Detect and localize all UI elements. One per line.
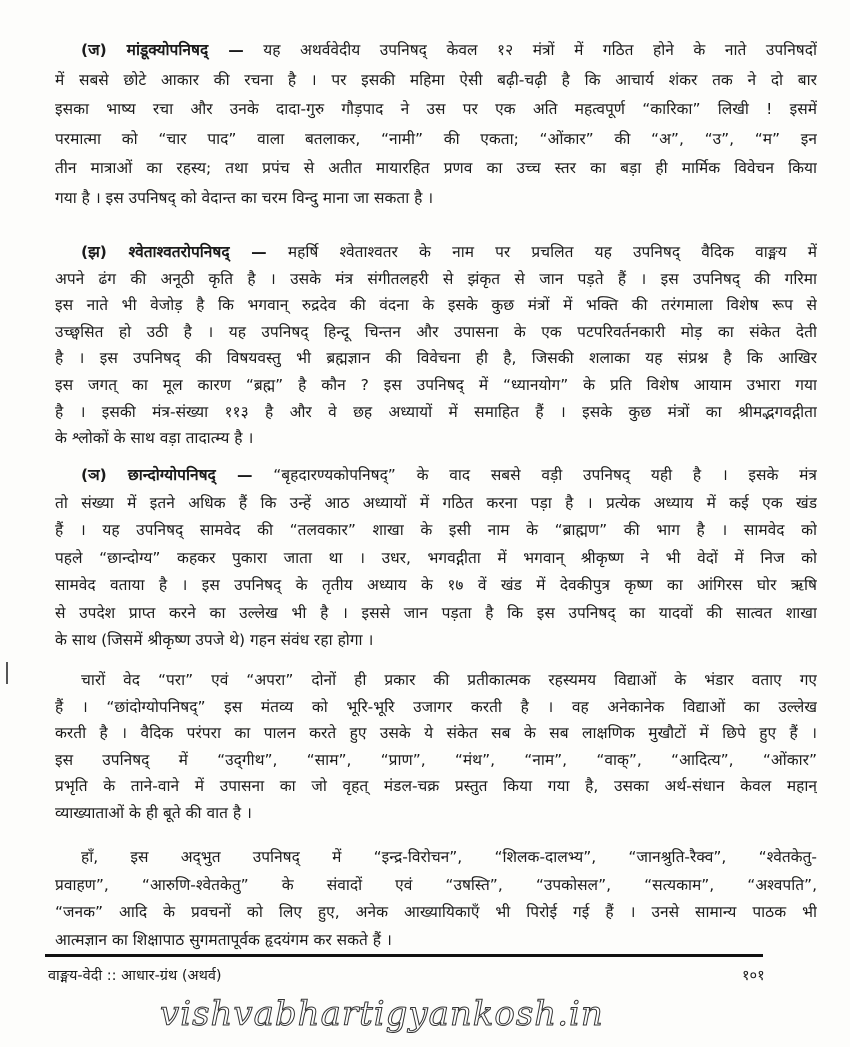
text-line xyxy=(55,489,817,517)
line-text: के श्लोकों के साथ वड़ा तादात्म्य है । xyxy=(55,429,254,448)
line-text: उच्छ्वसित हो उठी है । यह उपनिषद् हिन्दू चिन्तन और उपासना के एक पटपरिवर्तनकारी मोड़ का संकेत देती xyxy=(55,322,817,341)
text-line xyxy=(55,238,817,265)
text-line xyxy=(55,461,817,489)
text-line xyxy=(55,371,817,398)
text-line xyxy=(55,898,817,926)
paragraph xyxy=(55,238,817,451)
line-text: इस नाते भी वेजोड़ है कि भगवान् रुद्रदेव की वंदना के इसके कुछ मंत्रों में भक्ति की तरंगमाला विशेष रूप से xyxy=(55,296,817,315)
line-text: सामवेद वताया है । इस उपनिषद् के तृतीय अध्याय के १७ वें खंड में देवकीपुत्र कृष्ण का आंगिरस घोर ऋषि xyxy=(55,576,817,594)
page-number: १०१ xyxy=(742,968,765,984)
line-text: हाँ, इस अद्‌भुत उपनिषद् में “इन्द्र-विरोचन”, “शिलक-दालभ्य”, “जानश्रुति-रैक्व”, “श्वेतकेतु- xyxy=(81,848,817,866)
line-text: से उपदेश प्राप्त करने का उल्लेख भी है । इससे जान पड़ता है कि इस उपनिषद् का यादवों की सात्वत शाखा xyxy=(55,603,817,622)
line-text: प्रभृति के ताने-वाने में उपासना का जो वृहत् मंडल-चक्र प्रस्तुत किया गया है, उसका अर्थ-संधान केवल महान् xyxy=(55,777,817,796)
text-line xyxy=(55,772,817,799)
section-heading: (झ) श्वेताश्वतरोपनिषद् — xyxy=(81,243,267,261)
paragraph xyxy=(55,36,817,213)
line-text: यह अथर्ववेदीय उपनिषद् केवल १२ मंत्रों में गठित होने के नाते उपनिषदों xyxy=(243,41,817,59)
line-text: में सबसे छोटे आकार की रचना है । पर इसकी महिमा ऐसी बढ़ी-चढ़ी है कि आचार्य शंकर तक ने दो बार xyxy=(55,70,817,89)
line-text: के साथ (जिसमें श्रीकृष्ण उपजे थे) गहन संवंध रहा होगा । xyxy=(55,631,374,649)
text-line xyxy=(55,344,817,371)
line-text: है । इसकी मंत्र-संख्या ११३ है और वे छह अध्यायों में समाहित हैं । इसके कुछ मंत्रों का श्रीमद्भगवद्गीता xyxy=(55,402,817,421)
paragraph xyxy=(55,666,817,826)
text-line xyxy=(55,693,817,720)
text-line xyxy=(55,544,817,572)
line-text: “बृहदारण्यकोपनिषद्” के वाद सबसे वड़ी उपनिषद् यही है । इसके मंत्र xyxy=(252,466,817,484)
text-line xyxy=(55,36,817,66)
text-line xyxy=(55,926,817,954)
line-text: पहले “छान्दोग्य” कहकर पुकारा जाता था । उधर, भगवद्गीता में भगवान् श्रीकृष्ण ने भी वेदों में निज को xyxy=(55,548,817,567)
text-line xyxy=(55,571,817,599)
line-text: चारों वेद “परा” एवं “अपरा” दोनों ही प्रकार की प्रतीकात्मक रहस्यमय विद्याओं के भंडार वताए गए xyxy=(81,671,817,689)
text-line xyxy=(55,666,817,693)
line-text: महर्षि श्वेताश्वतर के नाम पर प्रचलित यह उपनिषद् वैदिक वाङ्मय में xyxy=(266,243,817,261)
line-text: आत्मज्ञान का शिक्षापाठ सुगमतापूर्वक हृदयंगम कर सकते हैं । xyxy=(55,930,392,949)
text-line xyxy=(55,719,817,746)
line-text: परमात्मा को “चार पाद” वाला बतलाकर, “नामी” की एकता; “ओंकार” की “अ”, “उ”, “म” इन xyxy=(55,129,817,148)
line-text: हैं । “छांदोग्योपनिषद्” इस मंतव्य को भूरि-भूरि उजागर करती है । वह अनेकानेक विद्याओं का उल्लेख xyxy=(55,697,817,716)
running-title: वाङ्मय-वेदी :: आधार-ग्रंथ (अथर्व) xyxy=(48,968,222,984)
line-text: व्याख्याताओं के ही बूते की वात है । xyxy=(55,803,252,822)
section-heading: (ज) मांडूक्योपनिषद् — xyxy=(81,41,244,59)
line-text: “जनक” आदि के प्रवचनों को लिए हुए, अनेक आख्यायिकाएँ भी पिरोई गई हैं । उनसे सामान्य पाठक भी xyxy=(55,903,817,921)
text-line xyxy=(55,318,817,345)
section-heading: (ञ) छान्दोग्योपनिषद् — xyxy=(81,466,253,484)
paragraph xyxy=(55,843,817,953)
line-text: इस जगत् का मूल कारण “ब्रह्म” है कौन ? इस उपनिषद् में “ध्यानयोग” के प्रति विशेष आयाम उभारा गया xyxy=(55,375,817,394)
text-line xyxy=(55,154,817,184)
line-text: गया है । इस उपनिषद् को वेदान्त का चरम विन्दु माना जा सकता है । xyxy=(55,188,434,207)
line-text: अपने ढंग की अनूठी कृति है । उसके मंत्र संगीतलहरी से झंकृत से जान पड़ते हैं । इस उपनिषद् की गरिमा xyxy=(55,269,817,288)
text-line xyxy=(55,291,817,318)
text-line xyxy=(55,66,817,96)
text-line xyxy=(55,843,817,871)
text-line xyxy=(55,746,817,773)
text-line xyxy=(55,125,817,155)
text-line xyxy=(55,799,817,826)
line-text: इसका भाष्य रचा और उनके दादा-गुरु गौड़पाद ने उस पर एक अति महत्वपूर्ण “कारिका” लिखी ! इसमें xyxy=(55,100,817,118)
line-text: करती है । वैदिक परंपरा का पालन करते हुए उसके ये संकेत सब के सब लाक्षणिक मुखौटों में छिपे हुए हैं । xyxy=(55,724,817,743)
text-line xyxy=(55,95,817,125)
paragraph xyxy=(55,461,817,654)
text-line xyxy=(55,265,817,292)
line-text: हैं । यह उपनिषद् सामवेद की “तलवकार” शाखा के इसी नाम के “ब्राह्मण” की भाग है । सामवेद को xyxy=(55,521,817,539)
text-line xyxy=(55,184,817,214)
text-line xyxy=(55,424,817,451)
text-line xyxy=(55,398,817,425)
margin-mark xyxy=(6,662,8,684)
line-text: तो संख्या में इतने अधिक हैं कि उन्हें आठ अध्यायों में गठित करना पड़ा है । प्रत्येक अध्याय में कई एक खंड xyxy=(55,493,817,512)
text-line xyxy=(55,516,817,544)
footer-rule xyxy=(45,954,763,957)
line-text: इस उपनिषद् में “उद्‌गीथ”, “साम”, “प्राण”, “मंथ”, “नाम”, “वाक्”, “आदित्य”, “ओंकार” xyxy=(55,750,817,769)
text-line xyxy=(55,871,817,899)
watermark: vishvabhartigyankosh.in xyxy=(160,994,604,1034)
line-text: प्रवाहण”, “आरुणि-श्वेतकेतु” के संवादों एवं “उषस्ति”, “उपकोसल”, “सत्यकाम”, “अश्वपति”, xyxy=(55,875,817,894)
line-text: तीन मात्राओं का रहस्य; तथा प्रपंच से अतीत मायारहित प्रणव का उच्च स्तर का बड़ा ही मार्मिक विवेचन किया xyxy=(55,159,817,177)
line-text: है । इस उपनिषद् की विषयवस्तु भी ब्रह्मज्ञान की विवेचना ही है, जिसकी शलाका यह संप्रश्न है कि आखिर xyxy=(55,349,817,368)
text-line xyxy=(55,599,817,627)
text-line xyxy=(55,626,817,654)
